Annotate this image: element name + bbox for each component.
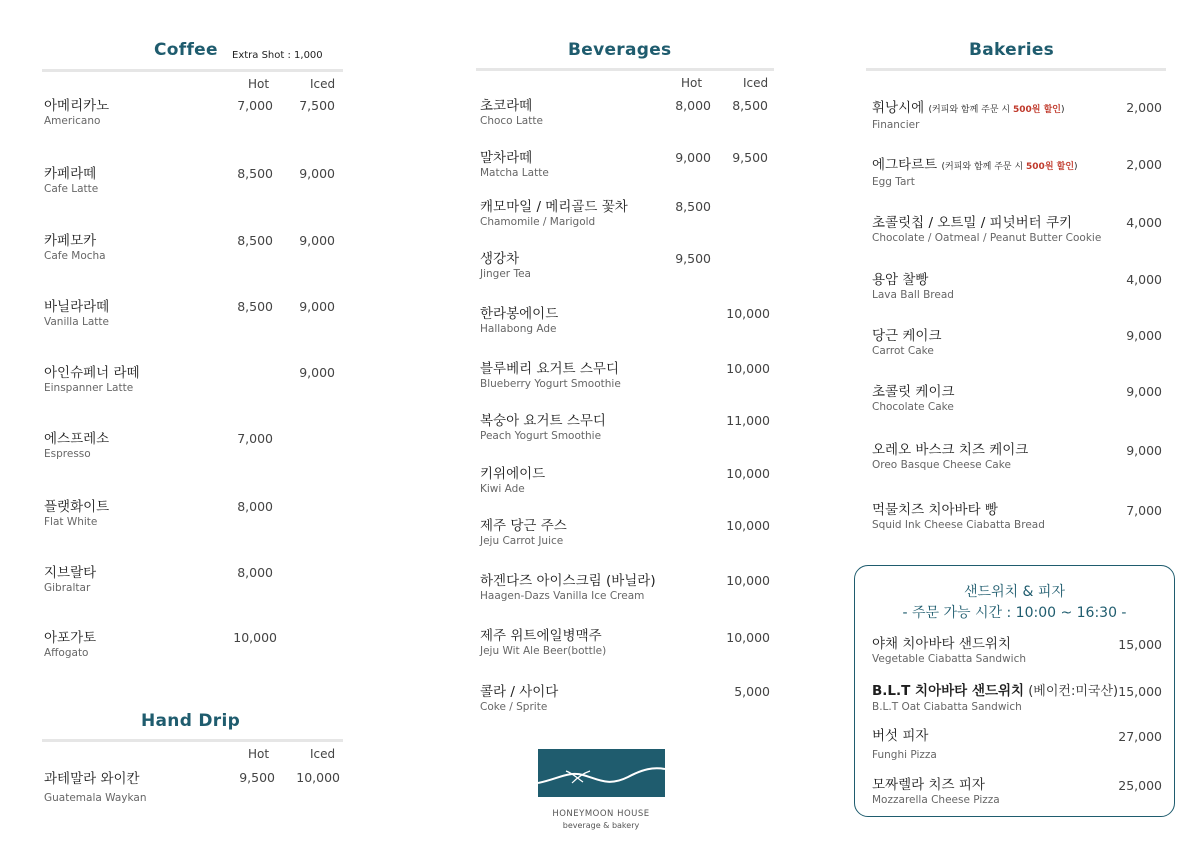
menu-item [872,728,937,762]
item-name-en: Guatemala Waykan [44,792,147,804]
price-iced: 9,000 [299,365,335,380]
item-name-en: Oreo Basque Cheese Cake [872,459,1011,471]
price: 4,000 [1126,215,1162,230]
hand-drip-iced-header: Iced [310,747,336,761]
item-name-kr: 생강차 [480,251,520,267]
price-hot: 8,000 [237,565,273,580]
price-iced: 9,000 [299,166,335,181]
item-name-en: B.L.T Oat Ciabatta Sandwich [872,701,1022,713]
item-name-en: Gibraltar [44,582,91,594]
price-iced: 10,000 [726,466,770,481]
item-name-en: Egg Tart [872,176,915,188]
price-iced: 10,000 [726,361,770,376]
item-name-kr: 캐모마일 / 메리골드 꽃차 [480,199,628,215]
price-iced: 10,000 [726,306,770,321]
menu-item [480,306,558,336]
coffee-divider [42,69,343,72]
item-name-en: Lava Ball Bread [872,289,954,301]
logo-tagline: beverage & bakery [562,821,640,830]
price-hot: 7,000 [237,431,273,446]
beverages-hot-header: Hot [681,76,703,90]
price-hot: 8,000 [675,98,711,113]
item-name-kr: 용암 찰빵 [872,272,929,288]
item-name-en: Chamomile / Marigold [480,216,596,228]
item-name-en: Affogato [44,647,89,659]
item-name-kr: 과테말라 와이칸 [44,771,140,787]
item-name-kr [872,157,1078,175]
price-iced: 5,000 [734,684,770,699]
menu-item [44,499,109,529]
item-name-en: Squid Ink Cheese Ciabatta Bread [872,519,1045,531]
menu-item [480,413,606,443]
hand-drip-title: Hand Drip [141,711,241,731]
item-name-en: Funghi Pizza [872,749,937,761]
item-name-en: Matcha Latte [480,167,549,179]
item-name-en: Peach Yogurt Smoothie [480,430,602,442]
sandwich-pizza-title: 샌드위치 & 피자 [964,584,1065,600]
item-name-en: Americano [44,115,101,127]
item-name-en: Carrot Cake [872,345,934,357]
price: 2,000 [1126,157,1162,172]
price: 9,000 [1126,443,1162,458]
item-name-kr: 아인슈페너 라떼 [44,365,140,381]
menu-item [480,361,621,391]
price: 9,000 [1126,384,1162,399]
price: 2,000 [1126,100,1162,115]
discount-note-suffix: ) [1074,162,1078,172]
item-name-kr: 초콜릿 케이크 [872,384,955,400]
discount-note [928,105,1064,115]
discount-amount: 500원 할인 [1026,162,1075,172]
item-name-kr: 아메리카노 [44,98,110,114]
item-name-kr-text: 휘낭시에 [872,100,925,116]
item-name-kr: 오레오 바스크 치즈 케이크 [872,442,1029,458]
brand-logo [538,749,665,797]
price-hot: 10,000 [233,630,277,645]
order-hours: - 주문 가능 시간 : 10:00 ~ 16:30 - [902,605,1127,621]
price-iced: 11,000 [726,413,770,428]
item-name-kr: 플랫화이트 [44,499,110,515]
item-name-en: Einspanner Latte [44,382,134,394]
coffee-hot-header: Hot [248,77,270,91]
sandwich-pizza-panel [854,565,1175,817]
price: 4,000 [1126,272,1162,287]
discount-note-suffix: ) [1061,105,1065,115]
price-iced: 7,500 [299,98,335,113]
item-name-en: Choco Latte [480,115,543,127]
beverages-divider [476,68,774,71]
menu-item [44,771,147,805]
menu-item [480,150,549,180]
item-name-en: Flat White [44,516,98,528]
price-iced: 9,500 [732,150,768,165]
item-name-en: Kiwi Ade [480,483,525,495]
item-name-kr: 블루베리 요거트 스무디 [480,361,619,377]
menu-item [44,365,140,395]
price: 9,000 [1126,328,1162,343]
discount-note-prefix: (커피와 함께 주문 시 [928,105,1013,115]
price-hot: 8,500 [675,199,711,214]
discount-note [942,162,1078,172]
item-name-en: Financier [872,119,920,131]
item-name-kr [872,683,1118,700]
price-hot: 8,500 [237,166,273,181]
logo-name: HONEYMOON HOUSE [552,809,650,819]
price: 15,000 [1118,637,1162,652]
item-name-en: Jinger Tea [480,268,531,280]
menu-item [872,157,1078,189]
price-hot: 7,000 [237,98,273,113]
hand-drip-hot-header: Hot [248,747,270,761]
item-name-kr: 초코라떼 [480,98,533,114]
item-name-kr: 제주 당근 주스 [480,518,567,534]
price-iced: 10,000 [726,630,770,645]
menu-item [480,573,656,603]
item-name-kr: 야채 치아바타 샌드위치 [872,636,1011,652]
price-hot: 8,500 [237,233,273,248]
item-name-en: Espresso [44,448,91,460]
hand-drip-divider [42,739,343,742]
price-iced: 10,000 [726,573,770,588]
bakeries-divider [866,68,1166,71]
item-name-kr: 복숭아 요거트 스무디 [480,413,606,429]
item-name-kr: 하겐다즈 아이스크림 (바닐라) [480,573,656,589]
origin-note: (베이컨:미국산) [1024,684,1119,699]
price: 25,000 [1118,778,1162,793]
item-name-kr: 제주 위트에일병맥주 [480,628,602,644]
price-iced: 10,000 [296,770,340,785]
price-iced: 9,000 [299,233,335,248]
menu-item [44,98,109,128]
bakeries-title: Bakeries [969,40,1055,60]
price-hot: 8,500 [237,299,273,314]
price-hot: 8,000 [237,499,273,514]
menu-item [872,215,1101,245]
item-name-kr: 아포가토 [44,630,97,646]
price-hot: 9,000 [675,150,711,165]
menu-item [480,628,606,658]
menu-item [872,777,1000,807]
item-name-en: Coke / Sprite [480,701,548,713]
item-name-kr: 콜라 / 사이다 [480,684,559,700]
item-name-en: Haagen-Dazs Vanilla Ice Cream [480,590,645,602]
menu-item [44,565,96,595]
menu-item [480,684,558,714]
item-name-kr: 당근 케이크 [872,328,942,344]
discount-note-prefix: (커피와 함께 주문 시 [941,162,1027,172]
item-name-kr: 버섯 피자 [872,728,929,744]
item-name-en: Vegetable Ciabatta Sandwich [872,653,1027,665]
menu-item [44,233,106,263]
coffee-title: Coffee [154,40,218,60]
menu-item [480,199,628,229]
menu-item [480,466,545,496]
item-name-kr [872,100,1065,118]
menu-item [44,299,109,329]
item-name-kr: 초콜릿칩 / 오트밀 / 피넛버터 쿠키 [872,215,1073,231]
beverages-title: Beverages [568,40,672,60]
price-hot: 9,500 [239,770,275,785]
wave-logo-icon [538,749,665,797]
item-name-kr: 카페모카 [44,233,97,249]
item-name-kr-text: 에그타르트 [872,157,938,173]
item-name-en: Cafe Latte [44,183,99,195]
discount-amount: 500원 할인 [1012,105,1061,115]
menu-item [872,272,954,302]
menu-item [872,502,1045,532]
item-name-kr: 키위에이드 [480,466,546,482]
menu-item [872,328,942,358]
item-name-en: Vanilla Latte [44,316,109,328]
menu-item [872,442,1028,472]
item-name-kr: 모짜렐라 치즈 피자 [872,777,985,793]
coffee-iced-header: Iced [310,77,336,91]
price: 7,000 [1126,503,1162,518]
menu-item [872,683,1118,714]
price-iced: 9,000 [299,299,335,314]
item-name-en: Hallabong Ade [480,323,557,335]
price: 27,000 [1118,729,1162,744]
extra-shot-note: Extra Shot : 1,000 [232,50,323,61]
item-name-kr: 한라봉에이드 [480,306,559,322]
item-name-en: Blueberry Yogurt Smoothie [480,378,621,390]
menu-item [872,100,1065,132]
item-name-kr: 바닐라라떼 [44,299,110,315]
menu-item [872,636,1026,666]
item-name-en: Chocolate Cake [872,401,954,413]
price-hot: 9,500 [675,251,711,266]
price-iced: 8,500 [732,98,768,113]
menu-item [44,431,109,461]
price-iced: 10,000 [726,518,770,533]
menu-item [480,251,531,281]
item-name-kr: 카페라떼 [44,166,97,182]
item-name-kr: 말차라떼 [480,150,533,166]
price: 15,000 [1118,684,1162,699]
item-name-kr: 먹물치즈 치아바타 빵 [872,502,998,518]
menu-item [480,98,543,128]
menu-item [480,518,567,548]
item-name-en: Jeju Carrot Juice [480,535,564,547]
beverages-iced-header: Iced [743,76,769,90]
item-name-kr-text: B.L.T 치아바타 샌드위치 [872,683,1025,699]
item-name-kr: 에스프레소 [44,431,110,447]
item-name-en: Mozzarella Cheese Pizza [872,794,1000,806]
item-name-kr: 지브랄타 [44,565,97,581]
item-name-en: Chocolate / Oatmeal / Peanut Butter Cookie [872,232,1102,244]
menu-item [44,166,98,196]
item-name-en: Cafe Mocha [44,250,106,262]
item-name-en: Jeju Wit Ale Beer(bottle) [480,645,607,657]
menu-item [44,630,96,660]
menu-item [872,384,955,414]
